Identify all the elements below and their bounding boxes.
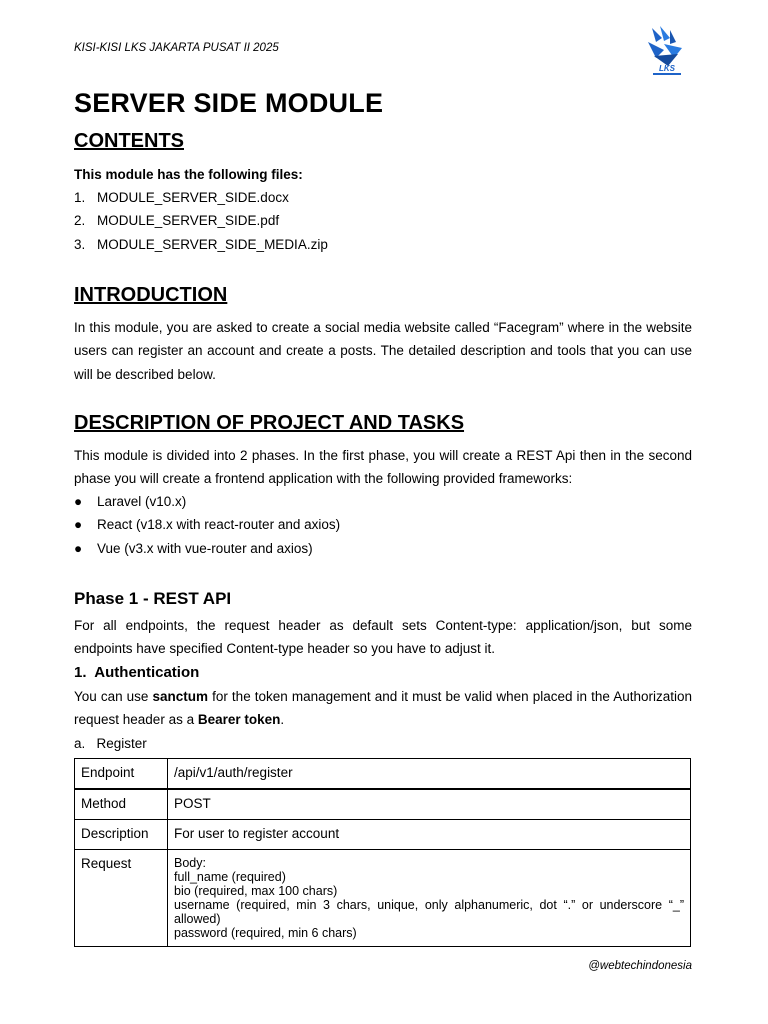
contents-intro: This module has the following files: xyxy=(74,167,303,182)
register-label: a. Register xyxy=(74,736,147,751)
file-list xyxy=(74,186,328,256)
phase1-heading: Phase 1 - REST API xyxy=(74,589,232,608)
svg-text:LKS: LKS xyxy=(659,64,675,73)
list-item: ● React (v18.x with react-router and axios) xyxy=(74,517,341,533)
method-key: Method xyxy=(75,789,168,820)
request-line: Body: xyxy=(174,856,206,870)
table-row xyxy=(75,759,691,790)
list-item: 3. MODULE_SERVER_SIDE_MEDIA.zip xyxy=(74,236,328,252)
request-line: bio (required, max 100 chars) xyxy=(174,884,338,898)
list-item: ● Vue (v3.x with vue-router and axios) xyxy=(74,540,313,556)
header-note: KISI-KISI LKS JAKARTA PUSAT II 2025 xyxy=(74,42,279,54)
request-line: password (required, min 6 chars) xyxy=(174,926,357,940)
table-row xyxy=(75,820,691,850)
request-value xyxy=(168,850,691,947)
phase1-body: For all endpoints, the request header as default sets Content-type: application/json, but some endpoints have specified Content-type header so you have to adjust it. xyxy=(74,618,692,657)
register-endpoint-table xyxy=(74,758,691,947)
method-value: POST xyxy=(168,789,691,820)
introduction-body: In this module, you are asked to create a social media website called “Facegram” where in the website users can register an account and create a posts. The detailed description and tools that you can use will be described below. xyxy=(74,320,692,382)
description-body: This module is divided into 2 phases. In the first phase, you will create a REST Api then in the second phase you will create a frontend application with the following provided frameworks: xyxy=(74,448,692,487)
request-line: full_name (required) xyxy=(174,870,286,884)
lks-logo-icon xyxy=(644,24,690,76)
description-value: For user to register account xyxy=(168,820,691,850)
auth-heading: 1. Authentication xyxy=(74,664,200,681)
table-row xyxy=(75,789,691,820)
description-heading: DESCRIPTION OF PROJECT AND TASKS xyxy=(74,412,465,434)
page-title: SERVER SIDE MODULE xyxy=(74,88,384,118)
request-line: username (required, min 3 chars, unique, only alphanumeric, dot “.” or underscore “_” allowed) xyxy=(174,898,684,926)
endpoint-value: /api/v1/auth/register xyxy=(168,759,691,790)
introduction-heading: INTRODUCTION xyxy=(74,284,228,306)
list-item: 2. MODULE_SERVER_SIDE.pdf xyxy=(74,213,280,229)
request-key: Request xyxy=(75,850,168,947)
endpoint-key: Endpoint xyxy=(75,759,168,790)
auth-body: You can use sanctum for the token management and it must be valid when placed in the Authorization request header as a Bearer token. xyxy=(74,689,692,728)
list-item: ● Laravel (v10.x) xyxy=(74,494,187,509)
table-row xyxy=(75,850,691,947)
contents-heading: CONTENTS xyxy=(74,130,184,152)
description-key: Description xyxy=(75,820,168,850)
footer-note: @webtechindonesia xyxy=(588,960,692,972)
framework-list xyxy=(74,490,340,560)
list-item: 1. MODULE_SERVER_SIDE.docx xyxy=(74,190,289,205)
